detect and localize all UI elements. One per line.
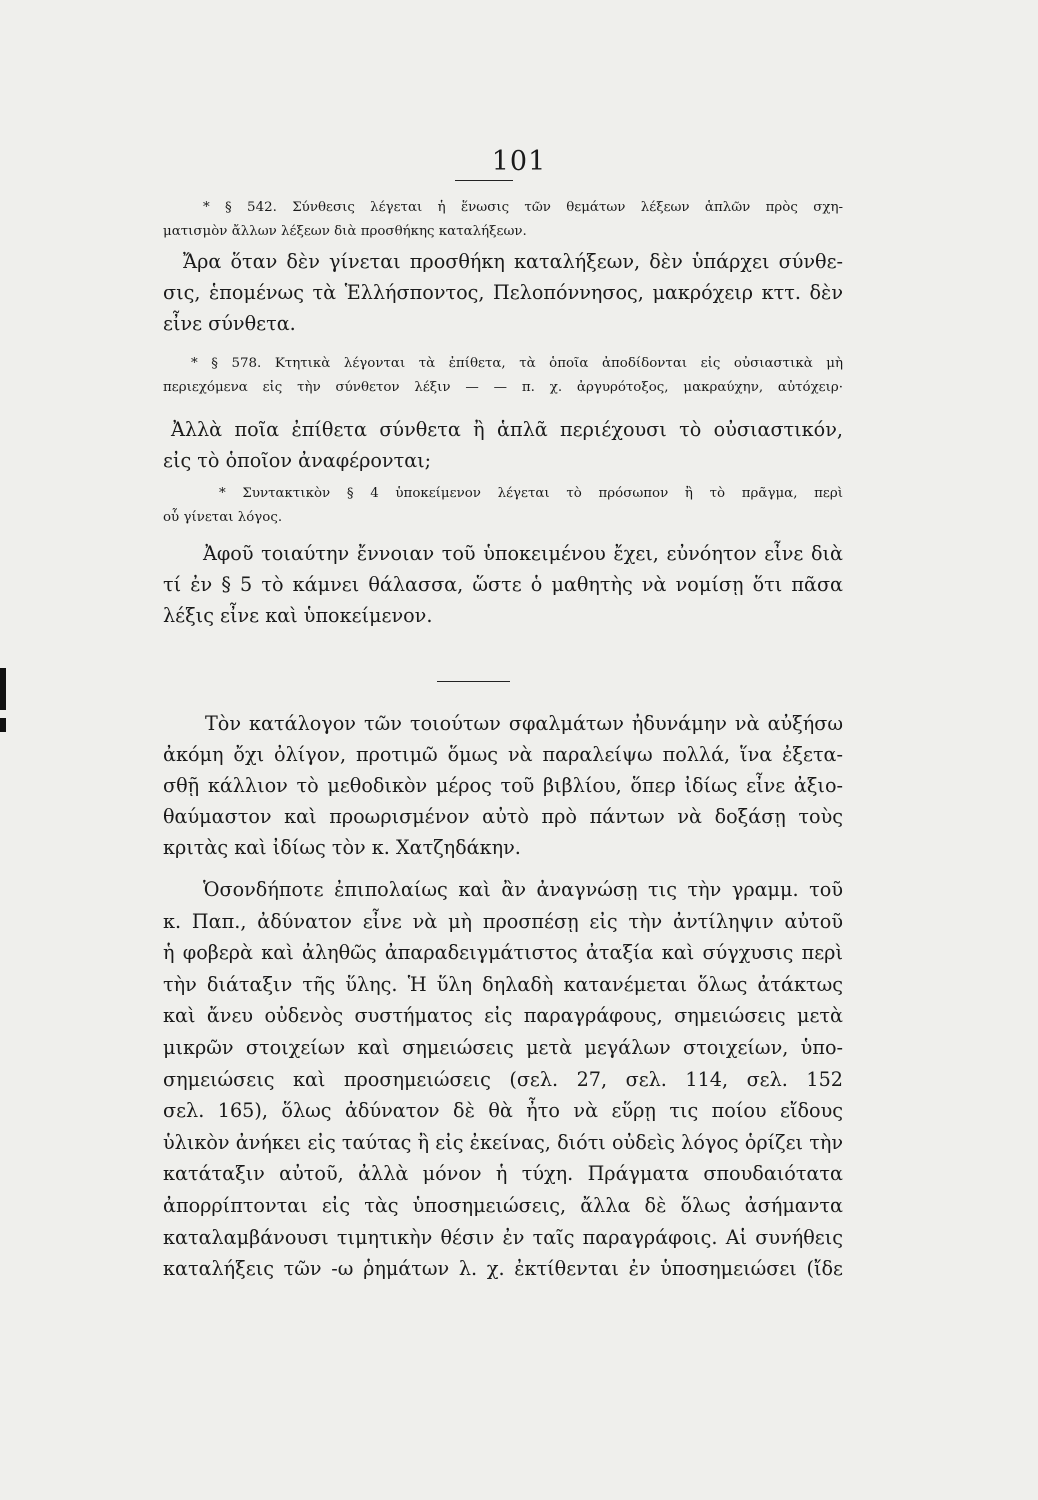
section-separator-rule bbox=[437, 681, 510, 682]
text-line: κριτὰς καὶ ἰδίως τὸν κ. Χατζηδάκην. bbox=[163, 836, 521, 859]
scan-edge-mark bbox=[0, 718, 6, 732]
text-line: τὴν διάταξιν τῆς ὕλης. Ἡ ὕλη δηλαδὴ κατανέμεται ὅλως ἀτάκτως bbox=[163, 972, 843, 996]
text-line: κ. Παπ., ἀδύνατον εἶνε νὰ μὴ προσπέσῃ εἰς τὴν ἀντίληψιν αὐτοῦ bbox=[163, 909, 843, 933]
paragraph-katalogon bbox=[163, 708, 843, 863]
text-line: καταλαμβάνουσι τιμητικὴν θέσιν ἐν ταῖς παραγράφοις. Αἱ συνήθεις bbox=[163, 1225, 843, 1249]
scan-edge-mark bbox=[0, 668, 6, 710]
text-line: τί ἐν § 5 τὸ κάμνει θάλασσα, ὥστε ὁ μαθητὴς νὰ νομίσῃ ὅτι πᾶσα bbox=[163, 573, 843, 596]
paragraph-alla bbox=[163, 414, 843, 476]
text-line: σις, ἑπομένως τὰ Ἑλλήσποντος, Πελοπόννησος, μακρόχειρ κττ. δὲν bbox=[163, 281, 843, 304]
text-line: Ἄρα ὅταν δὲν γίνεται προσθήκη καταλήξεων, δὲν ὑπάρχει σύνθε- bbox=[183, 250, 843, 273]
text-line: εἶνε σύνθετα. bbox=[163, 312, 296, 335]
text-line: Ὁσονδήποτε ἐπιπολαίως καὶ ἂν ἀναγνώσῃ τις τὴν γραμμ. τοῦ bbox=[203, 878, 843, 901]
footnote-578 bbox=[163, 352, 843, 400]
text-line: Ἀφοῦ τοιαύτην ἔννοιαν τοῦ ὑποκειμένου ἔχει, εὐνόητον εἶνε διὰ bbox=[203, 542, 843, 565]
text-line: * Συντακτικὸν § 4 ὑποκείμενον λέγεται τὸ πρόσωπον ἢ τὸ πρᾶγμα, περὶ bbox=[219, 486, 843, 501]
text-line: ἀκόμη ὄχι ὀλίγον, προτιμῶ ὅμως νὰ παραλείψω πολλά, ἵνα ἐξετα- bbox=[163, 743, 843, 766]
footnote-542 bbox=[163, 196, 843, 244]
text-line: μικρῶν στοιχείων καὶ σημειώσεις μετὰ μεγάλων στοιχείων, ὑπο- bbox=[163, 1035, 843, 1059]
page-number: 101 bbox=[491, 146, 547, 177]
text-line: * § 542. Σύνθεσις λέγεται ἡ ἕνωσις τῶν θεμάτων λέξεων ἁπλῶν πρὸς σχη- bbox=[203, 200, 843, 215]
footnote-syntaktikon bbox=[163, 482, 843, 530]
text-line: περιεχόμενα εἰς τὴν σύνθετον λέξιν — — π. χ. ἀργυρότοξος, μακραύχην, αὐτόχειρ· bbox=[163, 380, 843, 395]
paragraph-ara bbox=[163, 246, 843, 339]
text-line: σθῇ κάλλιον τὸ μεθοδικὸν μέρος τοῦ βιβλίου, ὅπερ ἰδίως εἶνε ἀξιο- bbox=[163, 774, 843, 797]
text-line: σημειώσεις καὶ προσημειώσεις (σελ. 27, σελ. 114, σελ. 152 bbox=[163, 1067, 843, 1091]
paragraph-afou bbox=[163, 538, 843, 631]
text-line: καὶ ἄνευ οὐδενὸς συστήματος εἰς παραγράφους, σημειώσεις μετὰ bbox=[163, 1004, 843, 1028]
text-line: θαύμαστον καὶ προωρισμένον αὐτὸ πρὸ πάντων νὰ δοξάσῃ τοὺς bbox=[163, 805, 843, 828]
header-rule bbox=[455, 180, 513, 181]
text-line: Τὸν κατάλογον τῶν τοιούτων σφαλμάτων ἠδυνάμην νὰ αὐξήσω bbox=[205, 712, 843, 735]
paragraph-osondipote bbox=[163, 874, 843, 1285]
text-line: ὑλικὸν ἀνήκει εἰς ταύτας ἢ εἰς ἐκείνας, διότι οὐδεὶς λόγος ὁρίζει τὴν bbox=[163, 1130, 843, 1154]
text-line: οὗ γίνεται λόγος. bbox=[163, 510, 283, 525]
text-line: λέξις εἶνε καὶ ὑποκείμενον. bbox=[163, 604, 433, 627]
text-line: σελ. 165), ὅλως ἀδύνατον δὲ θὰ ἦτο νὰ εὕρῃ τις ποίου εἴδους bbox=[163, 1099, 843, 1123]
text-line: ματισμὸν ἄλλων λέξεων διὰ προσθήκης καταλήξεων. bbox=[163, 224, 527, 239]
text-line: * § 578. Κτητικὰ λέγονται τὰ ἐπίθετα, τὰ ὁποῖα ἀποδίδονται εἰς οὐσιαστικὰ μὴ bbox=[191, 356, 843, 371]
text-line: ἡ φοβερὰ καὶ ἀληθῶς ἀπαραδειγμάτιστος ἀταξία καὶ σύγχυσις περὶ bbox=[163, 941, 843, 965]
text-line: Ἀλλὰ ποῖα ἐπίθετα σύνθετα ἢ ἁπλᾶ περιέχουσι τὸ οὐσιαστικόν, bbox=[171, 418, 843, 441]
text-line: κατάταξιν αὐτοῦ, ἀλλὰ μόνον ἡ τύχη. Πράγματα σπουδαιότατα bbox=[163, 1162, 843, 1186]
text-line: καταλήξεις τῶν -ω ῥημάτων λ. χ. ἐκτίθενται ἐν ὑποσημειώσει (ἴδε bbox=[163, 1257, 843, 1281]
text-line: ἀπορρίπτονται εἰς τὰς ὑποσημειώσεις, ἄλλα δὲ ὅλως ἀσήμαντα bbox=[163, 1193, 843, 1217]
text-line: εἰς τὸ ὁποῖον ἀναφέρονται; bbox=[163, 449, 432, 472]
